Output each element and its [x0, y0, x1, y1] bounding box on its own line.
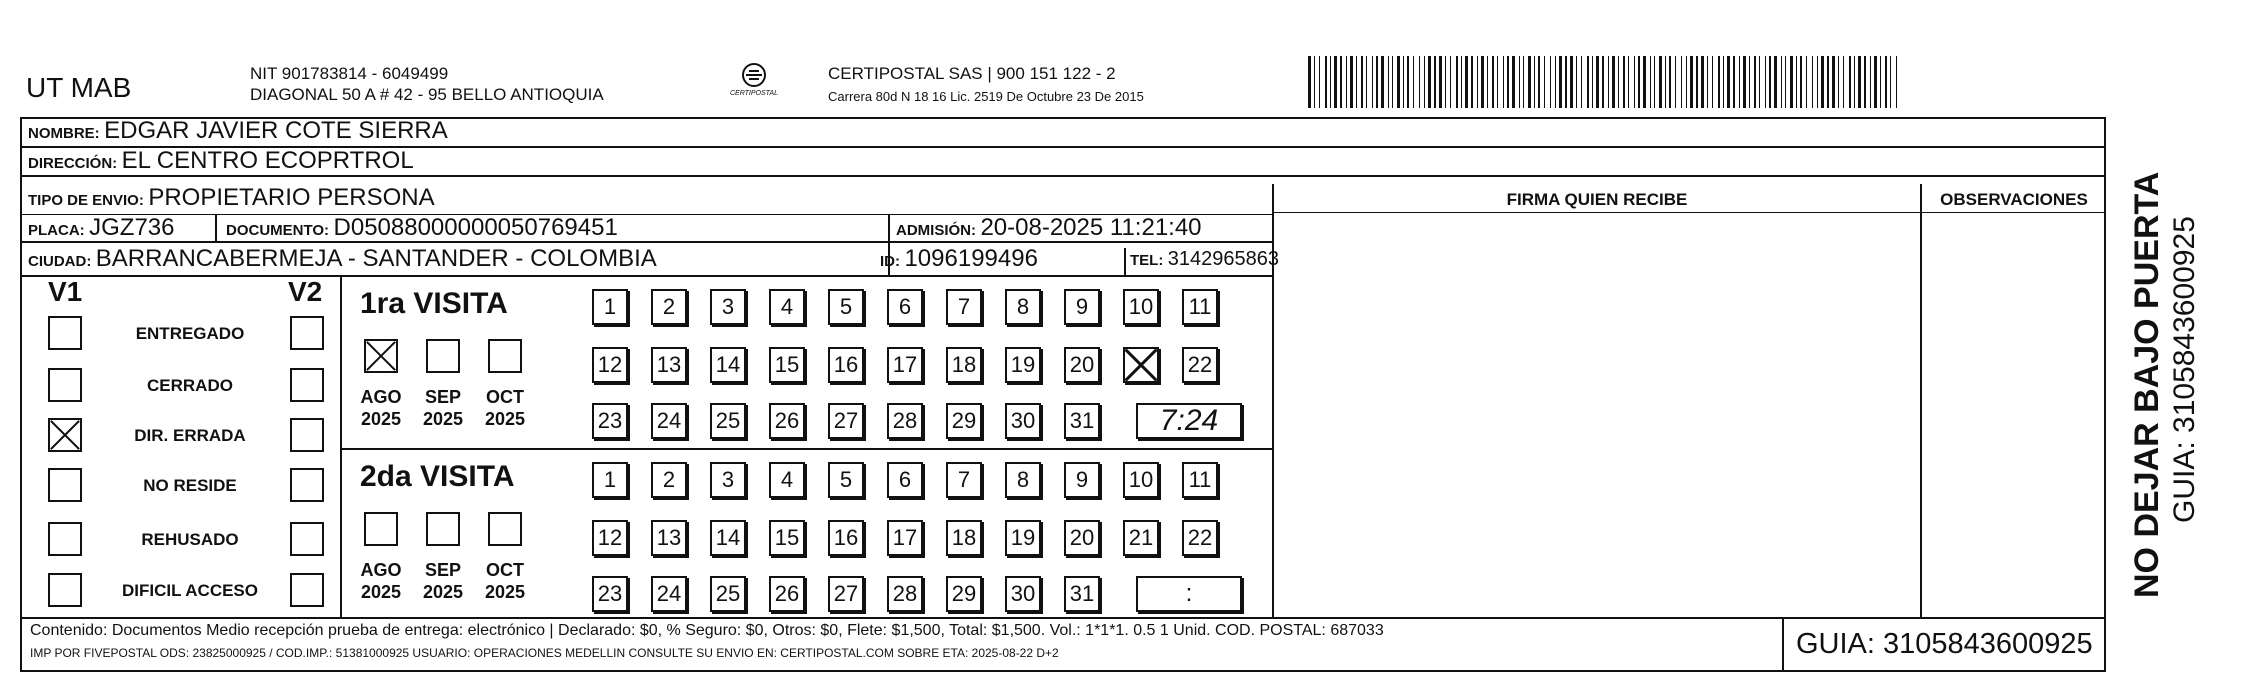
document-label: DOCUMENTO: — [226, 222, 330, 239]
barcode-bar — [1523, 56, 1524, 108]
barcode-bar — [1723, 56, 1724, 108]
barcode-bar — [1870, 56, 1871, 108]
day-16-checkbox[interactable]: 16 — [828, 520, 864, 556]
id-value: 1096199496 — [904, 245, 1038, 272]
barcode-bar — [1512, 56, 1515, 108]
day-21-checkbox[interactable] — [1123, 347, 1159, 383]
plate-label: PLACA: — [28, 222, 85, 239]
barcode-bar — [1314, 56, 1315, 108]
day-20-checkbox[interactable]: 20 — [1064, 520, 1100, 556]
day-5-checkbox[interactable]: 5 — [828, 462, 864, 498]
day-17-checkbox[interactable]: 17 — [887, 520, 923, 556]
month-label: SEP — [424, 560, 462, 580]
month-year-label: 2025 — [422, 582, 464, 602]
day-27-checkbox[interactable]: 27 — [828, 576, 864, 612]
barcode-bar — [1712, 56, 1713, 108]
city-row — [28, 245, 657, 276]
barcode-bar — [1308, 56, 1311, 108]
day-30-checkbox[interactable]: 30 — [1005, 576, 1041, 612]
barcode-bar — [1638, 56, 1640, 108]
contents-line: Contenido: Documentos Medio recepción prueba de entrega: electrónico | Declarado: $0, % Seguro: $0, Otros: $0, Flete: $1,500, Total: $1,500. Vol.: 1*1*1. 0.5 1 Unid. COD. POSTAL: 687033 — [30, 622, 1384, 639]
barcode-bar — [1733, 56, 1735, 108]
tel-value: 3142965863 — [1167, 248, 1280, 270]
month-year-label: 2025 — [484, 582, 526, 602]
month-label: OCT — [486, 387, 524, 407]
status-v2-checkbox[interactable] — [290, 316, 324, 350]
status-v2-checkbox[interactable] — [290, 418, 324, 452]
barcode-bar — [1643, 56, 1646, 108]
barcode-bar — [1817, 56, 1818, 108]
day-9-checkbox[interactable]: 9 — [1064, 289, 1100, 325]
day-6-checkbox[interactable]: 6 — [887, 289, 923, 325]
day-11-checkbox[interactable]: 11 — [1182, 289, 1218, 325]
day-18-checkbox[interactable]: 18 — [946, 347, 982, 383]
barcode-bar — [1381, 56, 1384, 108]
day-12-checkbox[interactable]: 12 — [592, 347, 628, 383]
day-9-checkbox[interactable]: 9 — [1064, 462, 1100, 498]
id-label: ID: — [880, 253, 900, 270]
tel-label: TEL: — [1130, 252, 1164, 269]
barcode-bar — [1424, 56, 1425, 108]
day-7-checkbox[interactable]: 7 — [946, 289, 982, 325]
barcode-bar — [1397, 56, 1400, 108]
month-label: SEP — [424, 387, 462, 407]
barcode-bar — [1403, 56, 1404, 108]
barcode-bar — [1659, 56, 1662, 108]
day-29-checkbox[interactable]: 29 — [946, 403, 982, 439]
day-24-checkbox[interactable]: 24 — [651, 403, 687, 439]
plate-row — [28, 214, 175, 245]
barcode-bar — [1456, 56, 1458, 108]
status-v1-checkbox[interactable] — [48, 522, 82, 556]
company-info: CERTIPOSTAL SAS | 900 151 122 - 2 — [828, 64, 1116, 83]
barcode-bar — [1612, 56, 1615, 108]
day-3-checkbox[interactable]: 3 — [710, 462, 746, 498]
day-30-checkbox[interactable]: 30 — [1005, 403, 1041, 439]
day-2-checkbox[interactable]: 2 — [651, 462, 687, 498]
day-5-checkbox[interactable]: 5 — [828, 289, 864, 325]
city-value: BARRANCABERMEJA - SANTANDER - COLOMBIA — [95, 245, 657, 272]
logo-text: CERTIPOSTAL — [730, 90, 778, 97]
barcode-bar — [1686, 56, 1687, 108]
barcode-bar — [1538, 56, 1540, 108]
name-label: NOMBRE: — [28, 125, 100, 142]
month-label: AGO — [360, 560, 402, 580]
barcode-bar — [1544, 56, 1545, 108]
barcode-bar — [1896, 56, 1897, 108]
barcode-bar — [1880, 56, 1881, 108]
barcode-bar — [1749, 56, 1750, 108]
month-label: OCT — [486, 560, 524, 580]
id-row — [880, 245, 1038, 276]
barcode-bar — [1450, 56, 1451, 108]
barcode-bar — [1445, 56, 1446, 108]
day-1-checkbox[interactable]: 1 — [592, 289, 628, 325]
visit-time-field[interactable]: : — [1136, 576, 1242, 612]
no-leave-under-door-notice: NO DEJAR BAJO PUERTA — [2128, 171, 2166, 598]
barcode — [1308, 56, 1900, 108]
barcode-bar — [1634, 56, 1635, 108]
barcode-bar — [1461, 56, 1462, 108]
barcode-bar — [1696, 56, 1698, 108]
month-checkbox[interactable] — [488, 339, 522, 373]
barcode-bar — [1372, 56, 1373, 108]
barcode-bar — [1319, 56, 1320, 108]
day-19-checkbox[interactable]: 19 — [1005, 520, 1041, 556]
barcode-bar — [1654, 56, 1655, 108]
v2-header: V2 — [288, 276, 323, 307]
day-28-checkbox[interactable]: 28 — [887, 403, 923, 439]
barcode-bar — [1471, 56, 1473, 108]
barcode-bar — [1361, 56, 1363, 108]
barcode-bar — [1581, 56, 1582, 108]
barcode-bar — [1434, 56, 1436, 108]
signature-column-header: FIRMA QUIEN RECIBE — [1506, 190, 1688, 209]
barcode-bar — [1507, 56, 1509, 108]
barcode-bar — [1821, 56, 1824, 108]
sender-name: UT MAB — [26, 72, 132, 103]
day-22-checkbox[interactable]: 22 — [1182, 347, 1218, 383]
barcode-bar — [1608, 56, 1609, 108]
shipment-type-label: TIPO DE ENVIO: — [28, 192, 144, 209]
barcode-bar — [1669, 56, 1671, 108]
side-notice — [2098, 140, 2201, 600]
day-20-checkbox[interactable]: 20 — [1064, 347, 1100, 383]
status-label: CERRADO — [147, 376, 233, 395]
day-31-checkbox[interactable]: 31 — [1064, 576, 1100, 612]
month-year-label: 2025 — [360, 582, 402, 602]
barcode-bar — [1885, 56, 1887, 108]
status-v1-checkbox[interactable] — [48, 418, 82, 452]
barcode-bar — [1858, 56, 1861, 108]
plate-value: JGZ736 — [89, 214, 175, 241]
tel-row — [1130, 245, 1279, 275]
barcode-bar — [1681, 56, 1682, 108]
status-label: REHUSADO — [141, 530, 239, 549]
barcode-bar — [1492, 56, 1494, 108]
barcode-bar — [1392, 56, 1393, 108]
barcode-bar — [1330, 56, 1331, 108]
name-row — [28, 117, 448, 148]
city-label: CIUDAD: — [28, 253, 92, 270]
barcode-bar — [1528, 56, 1531, 108]
month-checkbox[interactable] — [488, 512, 522, 546]
day-25-checkbox[interactable]: 25 — [710, 576, 746, 612]
company-license: Carrera 80d N 18 16 Lic. 2519 De Octubre 23 De 2015 — [828, 89, 1144, 104]
day-13-checkbox[interactable]: 13 — [651, 347, 687, 383]
day-14-checkbox[interactable]: 14 — [710, 520, 746, 556]
day-2-checkbox[interactable]: 2 — [651, 289, 687, 325]
month-checkbox[interactable] — [364, 339, 398, 373]
barcode-bar — [1790, 56, 1793, 108]
day-13-checkbox[interactable]: 13 — [651, 520, 687, 556]
month-year-label: 2025 — [360, 409, 402, 429]
sender-address: DIAGONAL 50 A # 42 - 95 BELLO ANTIOQUIA — [250, 85, 604, 104]
v1-header: V1 — [48, 276, 83, 307]
barcode-bar — [1874, 56, 1877, 108]
month-checkbox[interactable] — [426, 339, 460, 373]
barcode-bar — [1812, 56, 1813, 108]
status-v2-checkbox[interactable] — [290, 522, 324, 556]
day-7-checkbox[interactable]: 7 — [946, 462, 982, 498]
visit-title: 1ra VISITA — [360, 287, 508, 320]
day-6-checkbox[interactable]: 6 — [887, 462, 923, 498]
day-24-checkbox[interactable]: 24 — [651, 576, 687, 612]
barcode-bar — [1334, 56, 1337, 108]
status-label: DIFICIL ACCESO — [121, 581, 258, 600]
day-14-checkbox[interactable]: 14 — [710, 347, 746, 383]
day-29-checkbox[interactable]: 29 — [946, 576, 982, 612]
barcode-bar — [1832, 56, 1835, 108]
barcode-bar — [1864, 56, 1866, 108]
barcode-bar — [1559, 56, 1562, 108]
day-31-checkbox[interactable]: 31 — [1064, 403, 1100, 439]
barcode-bar — [1774, 56, 1777, 108]
status-v2-checkbox[interactable] — [290, 368, 324, 402]
day-12-checkbox[interactable]: 12 — [592, 520, 628, 556]
barcode-bar — [1769, 56, 1771, 108]
barcode-bar — [1739, 56, 1740, 108]
day-4-checkbox[interactable]: 4 — [769, 462, 805, 498]
observations-column-header: OBSERVACIONES — [1940, 190, 2088, 209]
day-19-checkbox[interactable]: 19 — [1005, 347, 1041, 383]
day-1-checkbox[interactable]: 1 — [592, 462, 628, 498]
day-15-checkbox[interactable]: 15 — [769, 520, 805, 556]
address-row — [28, 147, 414, 178]
month-checkbox[interactable] — [364, 512, 398, 546]
barcode-bar — [1570, 56, 1573, 108]
barcode-bar — [1576, 56, 1577, 108]
barcode-bar — [1413, 56, 1414, 108]
day-23-checkbox[interactable]: 23 — [592, 576, 628, 612]
barcode-bar — [1743, 56, 1746, 108]
month-year-label: 2025 — [422, 409, 464, 429]
admission-value: 20-08-2025 11:21:40 — [980, 214, 1202, 241]
status-label: NO RESIDE — [143, 476, 237, 495]
barcode-bar — [1366, 56, 1367, 108]
barcode-bar — [1592, 56, 1593, 108]
status-v2-checkbox[interactable] — [290, 468, 324, 502]
barcode-bar — [1800, 56, 1802, 108]
barcode-bar — [1727, 56, 1730, 108]
barcode-bar — [1497, 56, 1498, 108]
barcode-bar — [1534, 56, 1535, 108]
day-25-checkbox[interactable]: 25 — [710, 403, 746, 439]
barcode-bar — [1796, 56, 1797, 108]
month-label: AGO — [360, 387, 402, 407]
barcode-bar — [1325, 56, 1327, 108]
print-line: IMP POR FIVEPOSTAL ODS: 23825000925 / COD.IMP.: 51381000925 USUARIO: OPERACIONES MEDELLIN CONSULTE SU ENVIO EN: CERTIPOSTAL.COM SOBRE ETA: 2025-08-22 D+2 — [30, 646, 1059, 660]
footer-guide-number: GUIA: 3105843600925 — [1796, 628, 2093, 660]
barcode-bar — [1843, 56, 1844, 108]
barcode-bar — [1519, 56, 1520, 108]
status-v1-checkbox[interactable] — [48, 468, 82, 502]
barcode-bar — [1765, 56, 1766, 108]
barcode-bar — [1428, 56, 1431, 108]
recipient-name: EDGAR JAVIER COTE SIERRA — [104, 117, 448, 144]
barcode-bar — [1350, 56, 1353, 108]
visit-time-field[interactable]: 7:24 — [1136, 403, 1242, 439]
barcode-bar — [1665, 56, 1666, 108]
month-checkbox[interactable] — [426, 512, 460, 546]
day-26-checkbox[interactable]: 26 — [769, 403, 805, 439]
barcode-bar — [1503, 56, 1504, 108]
day-11-checkbox[interactable]: 11 — [1182, 462, 1218, 498]
barcode-bar — [1849, 56, 1851, 108]
barcode-bar — [1465, 56, 1468, 108]
barcode-bar — [1650, 56, 1651, 108]
barcode-bar — [1555, 56, 1556, 108]
barcode-bar — [1481, 56, 1484, 108]
barcode-bar — [1628, 56, 1629, 108]
document-value: D05088000000050769451 — [333, 214, 618, 241]
day-23-checkbox[interactable]: 23 — [592, 403, 628, 439]
status-label: DIR. ERRADA — [134, 426, 246, 445]
day-15-checkbox[interactable]: 15 — [769, 347, 805, 383]
recipient-address: EL CENTRO ECOPRTROL — [121, 147, 414, 174]
day-26-checkbox[interactable]: 26 — [769, 576, 805, 612]
barcode-bar — [1718, 56, 1720, 108]
day-8-checkbox[interactable]: 8 — [1005, 289, 1041, 325]
barcode-bar — [1754, 56, 1756, 108]
barcode-bar — [1356, 56, 1357, 108]
sender-nit: NIT 901783814 - 6049499 — [250, 64, 449, 83]
day-27-checkbox[interactable]: 27 — [828, 403, 864, 439]
barcode-bar — [1785, 56, 1786, 108]
day-3-checkbox[interactable]: 3 — [710, 289, 746, 325]
barcode-bar — [1439, 56, 1442, 108]
barcode-bar — [1827, 56, 1829, 108]
barcode-bar — [1376, 56, 1378, 108]
month-year-label: 2025 — [484, 409, 526, 429]
status-v1-checkbox[interactable] — [48, 368, 82, 402]
barcode-bar — [1618, 56, 1619, 108]
barcode-bar — [1838, 56, 1839, 108]
document-row — [226, 214, 618, 245]
barcode-bar — [1602, 56, 1604, 108]
barcode-bar — [1781, 56, 1782, 108]
status-v2-checkbox[interactable] — [290, 573, 324, 607]
barcode-bar — [1550, 56, 1551, 108]
barcode-bar — [1623, 56, 1625, 108]
barcode-bar — [1854, 56, 1855, 108]
shipment-type: PROPIETARIO PERSONA — [148, 184, 435, 211]
barcode-bar — [1675, 56, 1676, 108]
admission-row — [896, 214, 1202, 245]
barcode-bar — [1346, 56, 1347, 108]
status-v1-checkbox[interactable] — [48, 316, 82, 350]
day-28-checkbox[interactable]: 28 — [887, 576, 923, 612]
certipostal-logo — [726, 62, 782, 104]
day-22-checkbox[interactable]: 22 — [1182, 520, 1218, 556]
day-10-checkbox[interactable]: 10 — [1123, 462, 1159, 498]
side-guide-number: GUIA: 3105843600925 — [2168, 216, 2201, 523]
status-label: ENTREGADO — [135, 324, 245, 343]
address-label: DIRECCIÓN: — [28, 155, 118, 172]
day-4-checkbox[interactable]: 4 — [769, 289, 805, 325]
barcode-bar — [1690, 56, 1693, 108]
barcode-bar — [1340, 56, 1342, 108]
barcode-bar — [1487, 56, 1488, 108]
barcode-bar — [1759, 56, 1760, 108]
shipment-type-row — [28, 184, 435, 215]
status-v1-checkbox[interactable] — [48, 573, 82, 607]
barcode-bar — [1707, 56, 1708, 108]
barcode-bar — [1565, 56, 1567, 108]
day-10-checkbox[interactable]: 10 — [1123, 289, 1159, 325]
barcode-bar — [1388, 56, 1389, 108]
day-18-checkbox[interactable]: 18 — [946, 520, 982, 556]
visit-title: 2da VISITA — [360, 460, 515, 493]
barcode-bar — [1419, 56, 1420, 108]
day-21-checkbox[interactable]: 21 — [1123, 520, 1159, 556]
day-16-checkbox[interactable]: 16 — [828, 347, 864, 383]
barcode-bar — [1477, 56, 1478, 108]
barcode-bar — [1596, 56, 1599, 108]
day-8-checkbox[interactable]: 8 — [1005, 462, 1041, 498]
barcode-bar — [1407, 56, 1409, 108]
barcode-bar — [1890, 56, 1891, 108]
day-17-checkbox[interactable]: 17 — [887, 347, 923, 383]
barcode-bar — [1806, 56, 1807, 108]
barcode-bar — [1701, 56, 1704, 108]
barcode-bar — [1587, 56, 1589, 108]
admission-label: ADMISIÓN: — [896, 222, 976, 239]
